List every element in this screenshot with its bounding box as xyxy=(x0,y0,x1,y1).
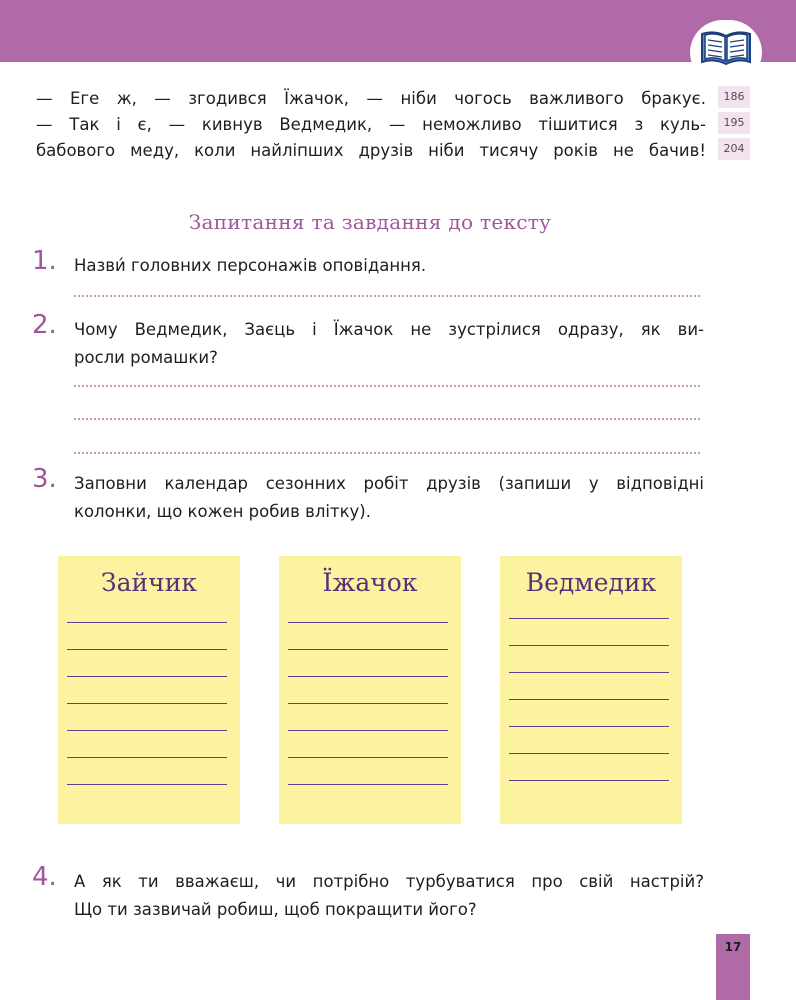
page-number: 17 xyxy=(716,934,750,1000)
answer-line[interactable] xyxy=(74,418,700,420)
card-title: Зайчик xyxy=(101,568,197,597)
story-line: — Так і є, — кивнув Ведмедик, — неможливо тішитися з куль- xyxy=(36,115,706,134)
question-number: 1. xyxy=(32,246,57,276)
question-text: А як ти вважаєш, чи потрібно турбуватися про свій настрій? xyxy=(74,872,704,891)
write-line[interactable] xyxy=(288,703,448,704)
reading-badge xyxy=(690,20,762,80)
write-line[interactable] xyxy=(67,757,227,758)
write-line[interactable] xyxy=(509,645,669,646)
question-text: Заповни календар сезонних робіт друзів (запиши у відповідні xyxy=(74,474,704,493)
word-count-column xyxy=(718,86,750,164)
write-line[interactable] xyxy=(509,699,669,700)
write-line[interactable] xyxy=(67,622,227,623)
question-text: Чому Ведмедик, Заєць і Їжачок не зустрілися одразу, як ви- xyxy=(74,320,704,339)
answer-line[interactable] xyxy=(74,452,700,454)
write-line[interactable] xyxy=(67,703,227,704)
card-vedmedyk xyxy=(500,556,682,824)
write-line[interactable] xyxy=(288,622,448,623)
write-line[interactable] xyxy=(288,676,448,677)
header-band xyxy=(0,0,796,62)
write-line[interactable] xyxy=(288,730,448,731)
question-text: колонки, що кожен робив влітку). xyxy=(74,502,371,521)
story-line: — Еге ж, — згодився Їжачок, — ніби чогось важливого бракує. xyxy=(36,89,706,108)
card-title: Їжачок xyxy=(322,568,418,597)
write-line[interactable] xyxy=(509,726,669,727)
card-yizhachok xyxy=(279,556,461,824)
word-count-badge: 186 xyxy=(718,86,750,108)
answer-line[interactable] xyxy=(74,295,700,297)
story-text xyxy=(36,86,706,164)
write-line[interactable] xyxy=(67,730,227,731)
section-title: Запитання та завдання до тексту xyxy=(188,210,552,234)
open-book-icon xyxy=(698,26,754,68)
question-text: росли ромашки? xyxy=(74,348,218,367)
write-line[interactable] xyxy=(67,676,227,677)
write-line[interactable] xyxy=(288,757,448,758)
write-line[interactable] xyxy=(288,649,448,650)
question-text: Назви́ головних персонажів оповідання. xyxy=(74,256,427,275)
question-number: 4. xyxy=(32,862,57,892)
write-line[interactable] xyxy=(67,649,227,650)
answer-line[interactable] xyxy=(74,385,700,387)
question-number: 2. xyxy=(32,310,57,340)
write-line[interactable] xyxy=(509,618,669,619)
word-count-badge: 204 xyxy=(718,138,750,160)
card-zaichyk xyxy=(58,556,240,824)
write-line[interactable] xyxy=(509,753,669,754)
question-number: 3. xyxy=(32,464,57,494)
write-line[interactable] xyxy=(509,672,669,673)
write-line[interactable] xyxy=(288,784,448,785)
card-title: Ведмедик xyxy=(525,568,657,597)
write-line[interactable] xyxy=(509,780,669,781)
word-count-badge: 195 xyxy=(718,112,750,134)
question-text: Що ти зазвичай робиш, щоб покращити його? xyxy=(74,900,477,919)
write-line[interactable] xyxy=(67,784,227,785)
story-line: бабового меду, коли найліпших друзів ніби тисячу років не бачив! xyxy=(36,141,706,160)
